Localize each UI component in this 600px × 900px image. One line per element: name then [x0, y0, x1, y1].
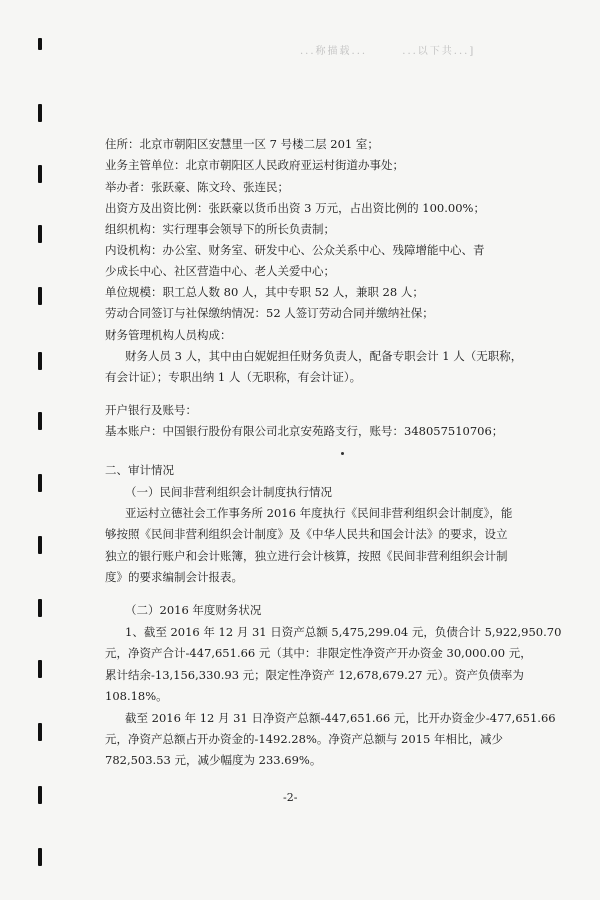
header-fragment — [300, 42, 476, 57]
binding-mark — [38, 536, 42, 554]
org-labor: 劳动合同签订与社保缴纳情况：52 人签订劳动合同并缴纳社保； — [105, 306, 434, 320]
binding-mark — [38, 287, 42, 305]
org-departments-line1: 内设机构：办公室、财务室、研发中心、公众关系中心、残障增能中心、青 — [105, 243, 485, 257]
org-supervisor: 业务主管单位：北京市朝阳区人民政府亚运村街道办事处； — [105, 158, 404, 172]
binding-mark — [38, 225, 42, 243]
bank-basic-account: 基本账户：中国银行股份有限公司北京安苑路支行，账号：348057510706； — [105, 424, 504, 438]
audit-sub1-line2: 够按照《民间非营利组织会计制度》及《中华人民共和国会计法》的要求，设立 — [105, 527, 508, 541]
finance-staff-line1: 财务人员 3 人，其中由白妮妮担任财务负责人，配备专职会计 1 人（无职称， — [125, 349, 523, 363]
audit-sub1-line3: 独立的银行账户和会计账簿，独立进行会计核算，按照《民间非营利组织会计制 — [105, 549, 508, 563]
org-address: 住所：北京市朝阳区安慧里一区 7 号楼二层 201 室； — [105, 137, 379, 151]
org-departments-line2: 少成长中心、社区营造中心、老人关爱中心； — [105, 264, 335, 278]
binding-mark — [38, 599, 42, 617]
org-funding: 出资方及出资比例：张跃豪以货币出资 3 万元，占出资比例的 100.00%； — [105, 201, 485, 215]
org-sponsors: 举办者：张跃豪、陈文玲、张连民； — [105, 180, 289, 194]
audit-sub1-title: （一）民间非营利组织会计制度执行情况 — [125, 485, 332, 499]
audit-p1-line1: 1、截至 2016 年 12 月 31 日资产总额 5,475,299.04 元，负债合计 5,922,950.70 — [125, 625, 562, 639]
binding-mark — [38, 848, 42, 866]
audit-section-title: 二、审计情况 — [105, 463, 174, 477]
header-fragment-left: ...称描载... — [300, 46, 368, 57]
binding-mark — [38, 412, 42, 430]
audit-p1-line3: 累计结余-13,156,330.93 元；限定性净资产 12,678,679.27 元）。资产负债率为 — [105, 668, 524, 682]
audit-p2-line3: 782,503.53 元，减少幅度为 233.69%。 — [105, 753, 322, 767]
page-number: -2- — [283, 791, 298, 804]
audit-sub2-title: （二）2016 年度财务状况 — [125, 603, 262, 617]
binding-mark — [38, 104, 42, 122]
finance-staff-line2: 有会计证）；专职出纳 1 人（无职称，有会计证）。 — [105, 370, 362, 384]
binding-mark — [38, 660, 42, 678]
binding-mark — [38, 165, 42, 183]
binding-mark — [38, 352, 42, 370]
audit-p1-line2: 元，净资产合计-447,651.66 元（其中：非限定性净资产开办资金 30,000.00 元， — [105, 646, 532, 660]
bank-title: 开户银行及账号： — [105, 403, 197, 417]
finance-staff-title: 财务管理机构人员构成： — [105, 328, 232, 342]
scan-speck — [341, 452, 344, 455]
audit-sub1-line4: 度》的要求编制会计报表。 — [105, 570, 243, 584]
org-staff: 单位规模：职工总人数 80 人，其中专职 52 人，兼职 28 人； — [105, 285, 424, 299]
binding-mark — [38, 474, 42, 492]
audit-p2-line1: 截至 2016 年 12 月 31 日净资产总额-447,651.66 元，比开办资金少-477,651.66 — [125, 711, 556, 725]
audit-p1-line4: 108.18%。 — [105, 689, 168, 703]
binding-mark — [38, 786, 42, 804]
header-fragment-right: ...以下共...] — [402, 46, 476, 57]
audit-p2-line2: 元，净资产总额占开办资金的-1492.28%。净资产总额与 2015 年相比，减少 — [105, 732, 503, 746]
binding-mark — [38, 723, 42, 741]
org-governance: 组织机构：实行理事会领导下的所长负责制； — [105, 222, 335, 236]
binding-mark — [38, 38, 42, 50]
audit-sub1-line1: 亚运村立德社会工作事务所 2016 年度执行《民间非营利组织会计制度》，能 — [125, 506, 513, 520]
